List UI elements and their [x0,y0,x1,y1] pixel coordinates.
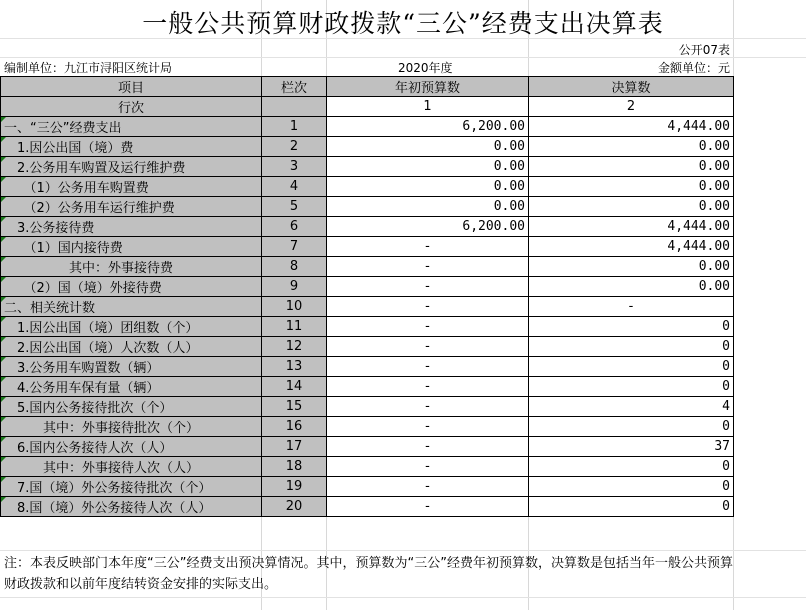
row-col-no[interactable] [262,177,327,197]
row-budget-text: 0.00 [493,139,525,154]
row-col-no[interactable] [262,277,327,297]
table-row [1,297,734,317]
row-budget[interactable] [327,137,529,157]
row-final[interactable] [529,217,734,237]
cell-marker-icon [1,177,6,182]
row-final-text: 4 [722,399,730,414]
row-budget-text: 0.00 [493,159,525,174]
table-row [1,217,734,237]
row-col-no-text: 13 [285,359,303,374]
cell-marker-icon [1,297,6,302]
row-item[interactable] [1,497,262,517]
year-label: 2020年度 [398,61,453,75]
row-final[interactable] [529,497,734,517]
cell-marker-icon [1,457,6,462]
row-item[interactable] [1,357,262,377]
cell-marker-icon [1,337,6,342]
row-budget-text: - [425,459,430,474]
row-final-text: 0 [722,479,730,494]
header-budget[interactable]: 年初预算数 [327,77,529,97]
row-col-no[interactable] [262,157,327,177]
row-col-no-text: 7 [289,239,299,254]
row-item-text: 1.因公出国（境）费 [4,141,134,156]
cell-marker-icon [1,417,6,422]
doc-code: 公开07表 [678,43,730,57]
row-final[interactable] [529,237,734,257]
table-row [1,317,734,337]
row-final-text: 0.00 [698,279,730,294]
header-final[interactable]: 决算数 [529,77,734,97]
table-row [1,257,734,277]
row-budget-text: - [425,279,430,294]
row-budget-text: - [425,299,430,314]
table-row [1,457,734,477]
row-col-no[interactable] [262,397,327,417]
row-col-no[interactable] [262,417,327,437]
row-item[interactable] [1,397,262,417]
row-item-text: 4.公务用车保有量（辆） [4,381,160,396]
row-col-no[interactable] [262,337,327,357]
row-item-text: 5.国内公务接待批次（个） [4,401,173,416]
header-item[interactable]: 项目 [1,77,262,97]
row-item-text: （1）国内接待费 [4,241,123,256]
row-col-no-text: 11 [285,319,303,334]
row-item-text: 3.公务用车购置数（辆） [4,361,160,376]
row-final-text: 4,444.00 [667,219,730,234]
row-col-no-text: 17 [285,439,303,454]
header-budget-index[interactable]: 1 [327,97,529,117]
row-budget-text: - [425,499,430,514]
row-col-no-text: 20 [285,499,303,514]
row-budget-text: 6,200.00 [462,219,525,234]
row-budget[interactable] [327,397,529,417]
table-row [1,437,734,457]
grid-line [0,550,806,551]
cell-marker-icon [1,317,6,322]
row-col-no-text: 14 [285,379,303,394]
row-item[interactable] [1,117,262,137]
row-final[interactable] [529,137,734,157]
expense-table [0,76,734,517]
row-budget-text: 0.00 [493,199,525,214]
row-final-text: 0 [722,379,730,394]
cell-marker-icon [1,157,6,162]
row-budget[interactable] [327,337,529,357]
row-final[interactable] [529,477,734,497]
header-final-index[interactable]: 2 [529,97,734,117]
row-final[interactable] [529,257,734,277]
cell-marker-icon [1,377,6,382]
row-budget[interactable] [327,177,529,197]
row-col-no-text: 18 [285,459,303,474]
row-col-no-text: 5 [289,199,299,214]
header-blank[interactable] [262,97,327,117]
row-budget[interactable] [327,217,529,237]
cell-marker-icon [1,197,6,202]
row-col-no[interactable] [262,197,327,217]
table-row [1,117,734,137]
row-item-text: 2.公务用车购置及运行维护费 [4,161,186,176]
table-row [1,357,734,377]
row-col-no-text: 10 [285,299,303,314]
row-col-no-text: 1 [289,119,299,134]
row-final-text: 4,444.00 [667,239,730,254]
row-item[interactable] [1,417,262,437]
row-item[interactable] [1,337,262,357]
row-item-text: 8.国（境）外公务接待人次（人） [4,501,212,516]
row-col-no[interactable] [262,317,327,337]
grid-line [0,597,806,598]
row-item[interactable] [1,437,262,457]
row-final-text: 4,444.00 [667,119,730,134]
row-final-text: 0.00 [698,139,730,154]
row-item[interactable] [1,177,262,197]
table-row [1,417,734,437]
row-item-text: 6.国内公务接待人次（人） [4,441,173,456]
row-final[interactable] [529,197,734,217]
row-col-no[interactable] [262,117,327,137]
row-col-no-text: 3 [289,159,299,174]
row-item-text: （1）公务用车购置费 [4,181,149,196]
row-item[interactable] [1,297,262,317]
row-item[interactable] [1,137,262,157]
row-final-text: 0 [722,359,730,374]
table-row [1,377,734,397]
header-row-index [1,97,734,117]
org-label: 编制单位：九江市浔阳区统计局 [4,61,173,75]
row-col-no-text: 2 [289,139,299,154]
row-final[interactable] [529,417,734,437]
row-col-no-text: 6 [289,219,299,234]
row-budget-text: - [425,359,430,374]
row-budget-text: - [425,479,430,494]
row-budget-text: - [425,379,430,394]
row-final-text: 0.00 [698,259,730,274]
row-col-no-text: 16 [285,419,303,434]
row-col-no[interactable] [262,437,327,457]
row-budget[interactable] [327,497,529,517]
row-budget[interactable] [327,117,529,137]
cell-marker-icon [1,277,6,282]
row-item[interactable] [1,237,262,257]
row-budget[interactable] [327,377,529,397]
row-budget[interactable] [327,357,529,377]
row-budget[interactable] [327,237,529,257]
footnote: 注：本表反映部门本年度“三公”经费支出预决算情况。其中，预算数为“三公”经费年初预算数，决算数是包括当年一般公共预算财政拨款和以前年度结转资金安排的实际支出。 [4,556,733,592]
row-final[interactable] [529,277,734,297]
row-budget[interactable] [327,317,529,337]
row-col-no[interactable] [262,477,327,497]
table-row [1,177,734,197]
row-budget[interactable] [327,197,529,217]
header-row [1,77,734,97]
row-item[interactable] [1,157,262,177]
row-col-no[interactable] [262,457,327,477]
row-budget-text: - [425,319,430,334]
row-budget[interactable] [327,297,529,317]
row-col-no-text: 15 [285,399,303,414]
row-col-no[interactable] [262,137,327,157]
row-budget-text: - [425,439,430,454]
cell-marker-icon [1,117,6,122]
cell-marker-icon [1,257,6,262]
row-final-text: 0 [722,419,730,434]
row-final-text: 0 [722,459,730,474]
row-final-text: - [628,299,634,314]
table-row [1,237,734,257]
row-col-no[interactable] [262,257,327,277]
row-budget[interactable] [327,157,529,177]
row-budget[interactable] [327,477,529,497]
table-row [1,157,734,177]
row-final-text: 37 [714,439,730,454]
cell-marker-icon [1,357,6,362]
row-item-text: 2.因公出国（境）人次数（人） [4,341,199,356]
row-item-text: 二、相关统计数 [4,301,96,316]
header-col-no[interactable]: 栏次 [262,77,327,97]
cell-marker-icon [1,397,6,402]
row-budget[interactable] [327,457,529,477]
table-row [1,277,734,297]
row-final[interactable] [529,357,734,377]
row-final-text: 0 [722,319,730,334]
row-col-no-text: 19 [285,479,303,494]
row-col-no-text: 4 [289,179,299,194]
cell-marker-icon [1,137,6,142]
table-row [1,497,734,517]
row-final[interactable] [529,457,734,477]
row-col-no[interactable] [262,217,327,237]
row-budget-text: - [425,419,430,434]
row-budget[interactable] [327,277,529,297]
row-final[interactable] [529,317,734,337]
row-item[interactable] [1,377,262,397]
row-final-text: 0 [722,339,730,354]
row-final[interactable] [529,297,734,317]
row-final-text: 0.00 [698,199,730,214]
cell-marker-icon [1,237,6,242]
row-budget-text: 6,200.00 [462,119,525,134]
cell-marker-icon [1,437,6,442]
row-final[interactable] [529,337,734,357]
row-col-no[interactable] [262,357,327,377]
row-col-no[interactable] [262,297,327,317]
row-final[interactable] [529,397,734,417]
row-col-no[interactable] [262,377,327,397]
table-row [1,137,734,157]
row-item[interactable] [1,277,262,297]
row-item[interactable] [1,477,262,497]
cell-marker-icon [1,477,6,482]
row-col-no[interactable] [262,237,327,257]
row-item-text: 1.因公出国（境）团组数（个） [4,321,199,336]
row-budget-text: - [425,259,430,274]
row-budget[interactable] [327,417,529,437]
header-row-label[interactable]: 行次 [1,97,262,117]
page-title: 一般公共预算财政拨款“三公”经费支出决算表 [142,9,664,38]
row-item-text: 其中：外事接待人次（人） [4,461,200,476]
row-item[interactable] [1,457,262,477]
table-row [1,477,734,497]
row-col-no-text: 9 [289,279,299,294]
row-budget-text: - [425,239,430,254]
row-item[interactable] [1,317,262,337]
row-item[interactable] [1,257,262,277]
row-item-text: 一、“三公”经费支出 [4,121,122,136]
row-budget-text: - [425,339,430,354]
row-item-text: （2）国（境）外接待费 [4,281,162,296]
row-budget[interactable] [327,257,529,277]
cell-marker-icon [1,497,6,502]
row-final[interactable] [529,377,734,397]
row-col-no[interactable] [262,497,327,517]
row-item-text: 7.国（境）外公务接待批次（个） [4,481,212,496]
table-row [1,337,734,357]
row-col-no-text: 8 [289,259,299,274]
row-final[interactable] [529,117,734,137]
cell-marker-icon [1,217,6,222]
row-final[interactable] [529,437,734,457]
row-budget-text: 0.00 [493,179,525,194]
row-budget[interactable] [327,437,529,457]
row-item-text: 3.公务接待费 [4,221,95,236]
unit-label: 金额单位：元 [657,61,730,75]
row-final[interactable] [529,177,734,197]
row-budget-text: - [425,399,430,414]
row-final[interactable] [529,157,734,177]
row-col-no-text: 12 [285,339,303,354]
row-item-text: 其中：外事接待费 [4,261,174,276]
row-item-text: （2）公务用车运行维护费 [4,201,175,216]
row-item[interactable] [1,197,262,217]
row-item-text: 其中：外事接待批次（个） [4,421,200,436]
row-item[interactable] [1,217,262,237]
row-final-text: 0.00 [698,179,730,194]
table-row [1,197,734,217]
row-final-text: 0 [722,499,730,514]
row-final-text: 0.00 [698,159,730,174]
table-row [1,397,734,417]
